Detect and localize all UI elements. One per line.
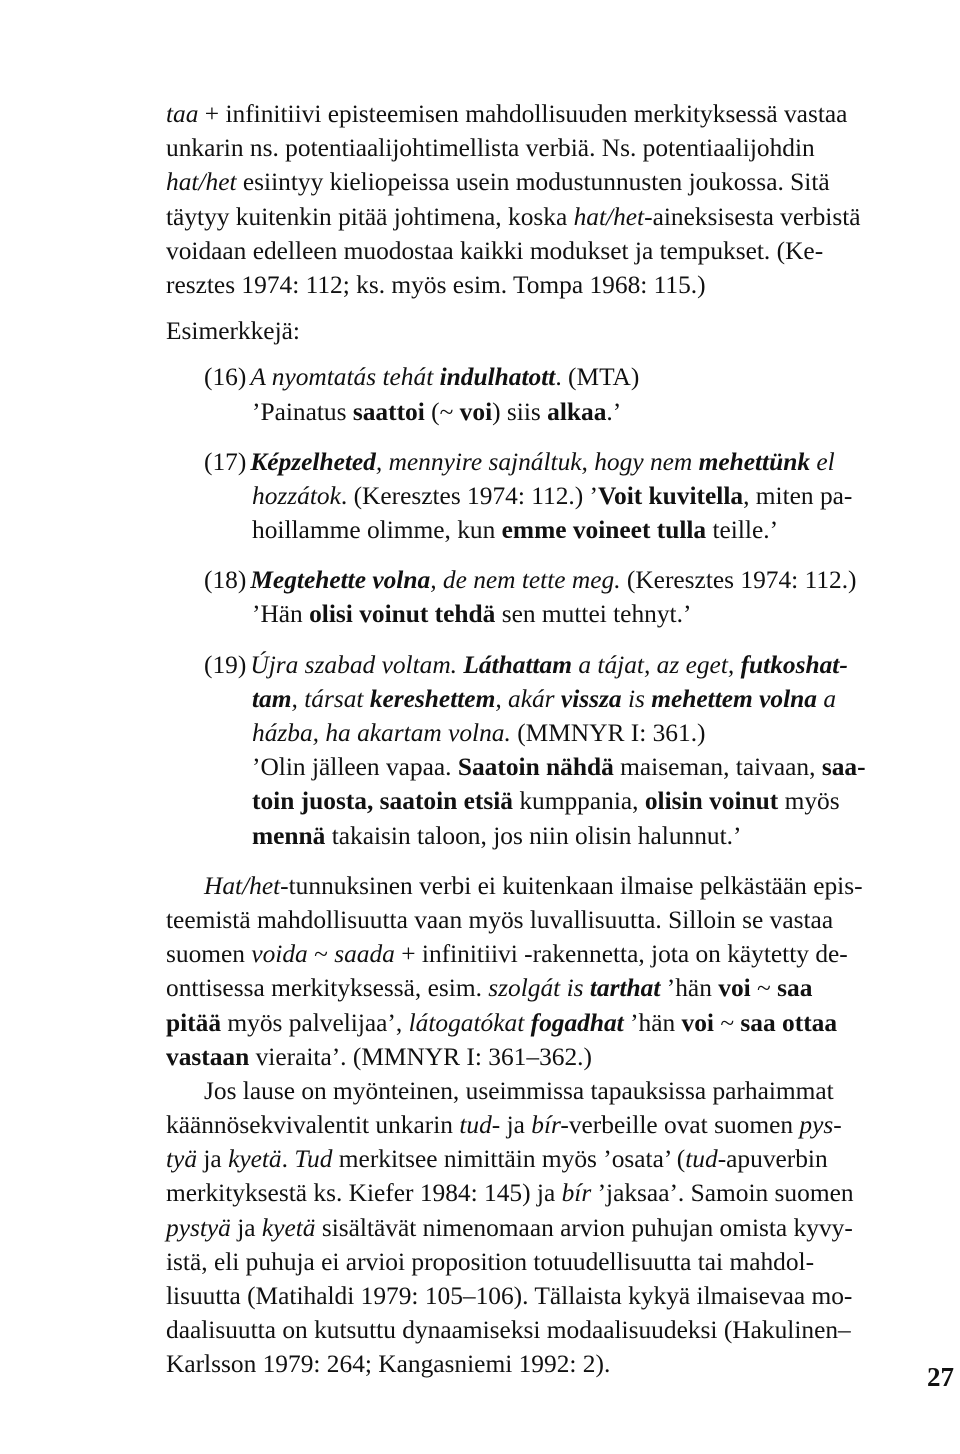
example-fi-line: ’Painatus saattoi (~ voi) siis alkaa.’ (252, 397, 622, 426)
example-hu-line: (17) Képzelheted, mennyire sajnáltuk, hogy nem mehettünk el (204, 445, 958, 479)
intro-paragraph (166, 97, 958, 302)
example-hu-line: (16) A nyomtatás tehát indulhatott. (MTA) (204, 360, 958, 394)
example-fi-line: ’Olin jälleen vapaa. Saatoin nähdä maiseman, taivaan, saa- (252, 753, 866, 782)
example-hu-line: házba, ha akartam volna. (MMNYR I: 361.) (252, 719, 706, 747)
text-line: käännösekvivalentit unkarin tud- ja bír-verbeille ovat suomen pys- (166, 1111, 842, 1140)
text-line: hat/het esiintyy kieliopeissa usein modustunnusten joukossa. Sitä (166, 168, 830, 197)
text-line: tyä ja kyetä. Tud merkitsee nimittäin myös ’osata’ (tud-apuverbin (166, 1145, 828, 1174)
example-fi-line: mennä takaisin taloon, jos niin olisin halunnut.’ (252, 821, 742, 850)
example-18 (166, 563, 958, 631)
example-hu-line: tam, társat kereshettem, akár vissza is mehettem volna a (252, 684, 837, 713)
example-17 (166, 445, 958, 548)
text-line: Hat/het-tunnuksinen verbi ei kuitenkaan ilmaise pelkästään epis- (204, 871, 863, 900)
example-fi-line: toin juosta, saatoin etsiä kumppania, olisin voinut myös (252, 787, 840, 816)
text-line: pitää myös palvelijaa’, látogatókat fogadhat ’hän voi ~ saa ottaa (166, 1008, 838, 1037)
text-line: onttisessa merkityksessä, esim. szolgát is tarthat ’hän voi ~ saa (166, 974, 813, 1003)
page-number: 27 (927, 1362, 954, 1392)
text-line: daalisuutta on kutsuttu dynaamiseksi modaalisuudeksi (Hakulinen– (166, 1316, 851, 1345)
page-body (166, 97, 958, 1382)
text-line: taa + infinitiivi episteemisen mahdollisuuden merkityksessä vastaa (166, 100, 848, 128)
paragraph-hat-het (166, 869, 958, 1074)
text-line: Jos lause on myönteinen, useimmissa tapauksissa parhaimmat (204, 1076, 834, 1105)
text-line: istä, eli puhuja ei arvioi proposition totuudellisuutta tai mahdol- (166, 1247, 815, 1276)
example-hu-line: (18) Megtehette volna, de nem tette meg. (Keresztes 1974: 112.) (204, 563, 958, 597)
text-line: suomen voida ~ saada + infinitiivi -rakennetta, jota on käytetty de- (166, 940, 848, 969)
text-line: teemistä mahdollisuutta vaan myös luvallisuutta. Silloin se vastaa (166, 905, 834, 934)
example-19 (166, 648, 958, 853)
text-line: pystyä ja kyetä sisältävät nimenomaan arvion puhujan omista kyvy- (166, 1213, 853, 1242)
example-hu-line: hozzátok. (Keresztes 1974: 112.) ’Voit kuvitella, miten pa- (252, 481, 853, 510)
text-line: lisuutta (Matihaldi 1979: 105–106). Tällaista kykyä ilmaisevaa mo- (166, 1282, 853, 1310)
example-16 (166, 360, 958, 428)
example-number: (16) (204, 363, 247, 392)
example-number: (17) (204, 447, 247, 476)
text-line: vastaan vieraita’. (MMNYR I: 361–362.) (166, 1042, 592, 1071)
example-number: (18) (204, 566, 247, 595)
text-line: resztes 1974: 112; ks. myös esim. Tompa 1968: 115.) (166, 270, 706, 299)
text-line: unkarin ns. potentiaalijohtimellista verbiä. Ns. potentiaalijohdin (166, 134, 815, 163)
example-fi-line: hoillamme olimme, kun emme voineet tulla teille.’ (252, 516, 779, 545)
text-line: täytyy kuitenkin pitää johtimena, koska hat/het-aineksisesta verbistä (166, 202, 861, 231)
text-line: merkityksestä ks. Kiefer 1984: 145) ja bír ’jaksaa’. Samoin suomen (166, 1179, 854, 1208)
examples-label: Esimerkkejä: (166, 317, 300, 346)
example-fi-line: ’Hän olisi voinut tehdä sen muttei tehnyt.’ (252, 600, 692, 629)
example-hu-line: (19) Újra szabad voltam. Láthattam a tájat, az eget, futkoshat- (204, 648, 958, 682)
text-line: Karlsson 1979: 264; Kangasniemi 1992: 2). (166, 1350, 611, 1379)
paragraph-tud-bir (166, 1074, 958, 1382)
text-line: voidaan edelleen muodostaa kaikki modukset ja tempukset. (Ke- (166, 236, 824, 265)
example-number: (19) (204, 650, 247, 679)
